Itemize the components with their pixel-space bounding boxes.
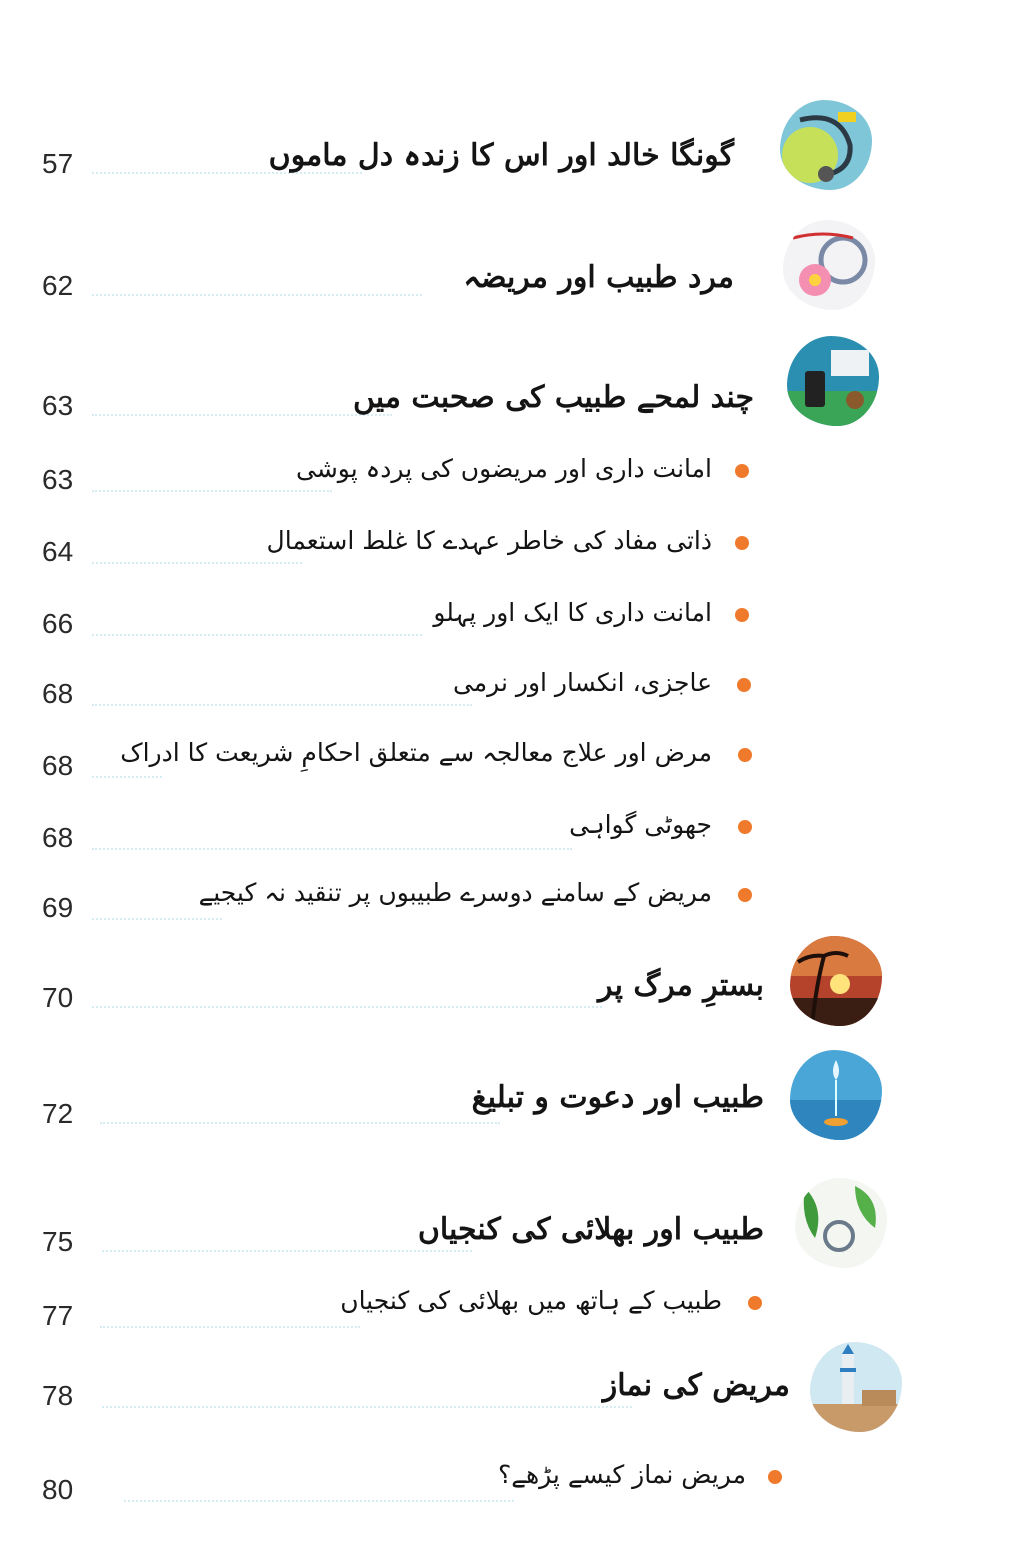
entry-title: امانت داری اور مریضوں کی پردہ پوشی — [296, 454, 712, 483]
page-number: 70 — [42, 982, 74, 1013]
entry-title: مرض اور علاج معالجہ سے متعلق احکامِ شریعت کا ادراک — [120, 738, 712, 767]
bullet-icon — [738, 748, 752, 762]
bullet-icon — [737, 678, 751, 692]
dotted-leader — [92, 848, 572, 850]
page-number: 68 — [42, 750, 74, 781]
page-number: 68 — [42, 678, 74, 709]
bullet-icon — [735, 536, 749, 550]
entry-title: طبیب کے ہاتھ میں بھلائی کی کنجیاں — [340, 1286, 722, 1315]
dotted-leader — [100, 1122, 500, 1124]
mosque-minaret-icon — [810, 1342, 902, 1432]
toc-entry[interactable] — [0, 1178, 1034, 1278]
toc-entry[interactable] — [0, 1342, 1034, 1442]
bullet-icon — [768, 1470, 782, 1484]
entry-title: گونگا خالد اور اس کا زندہ دل ماموں — [268, 138, 734, 173]
bullet-icon — [738, 888, 752, 902]
page-number: 75 — [42, 1226, 74, 1257]
dotted-leader — [92, 776, 162, 778]
toc-entry[interactable] — [0, 1458, 1034, 1558]
toc-entry[interactable] — [0, 220, 1034, 320]
page-number: 62 — [42, 270, 74, 301]
dotted-leader — [92, 704, 472, 706]
dotted-leader — [102, 1406, 632, 1408]
entry-title: مرد طبیب اور مریضہ — [463, 260, 734, 295]
water-drop-icon — [790, 1050, 882, 1140]
page-number: 57 — [42, 148, 74, 179]
page-number: 68 — [42, 822, 74, 853]
page-number: 72 — [42, 1098, 74, 1129]
leaves-stethoscope-icon — [795, 1178, 887, 1268]
entry-title: جھوٹی گواہی — [569, 810, 712, 839]
entry-title: بسترِ مرگ پر — [598, 968, 764, 1003]
page-number: 80 — [42, 1474, 74, 1505]
toc-entry[interactable] — [0, 936, 1034, 1036]
page-number: 63 — [42, 464, 74, 495]
dotted-leader — [100, 1326, 360, 1328]
entry-title: مریض کی نماز — [602, 1368, 790, 1403]
dotted-leader — [92, 490, 332, 492]
toc-entry[interactable] — [0, 100, 1034, 200]
dotted-leader — [92, 634, 422, 636]
bullet-icon — [735, 464, 749, 478]
entry-title: مریض نماز کیسے پڑھے؟ — [498, 1460, 746, 1489]
toc-entry[interactable] — [0, 336, 1034, 436]
entry-title: مریض کے سامنے دوسرے طبیبوں پر تنقید نہ کیجیے — [198, 878, 712, 907]
dotted-leader — [92, 918, 222, 920]
page-number: 66 — [42, 608, 74, 639]
entry-title: ذاتی مفاد کی خاطر عہدے کا غلط استعمال — [266, 526, 712, 555]
entry-title: چند لمحے طبیب کی صحبت میں — [352, 380, 754, 415]
stethoscope-icon — [780, 100, 872, 190]
entry-title: امانت داری کا ایک اور پہلو — [433, 598, 712, 627]
dotted-leader — [102, 1250, 472, 1252]
medical-tools-icon — [787, 336, 879, 426]
page-number: 77 — [42, 1300, 74, 1331]
dotted-leader — [92, 414, 392, 416]
sunset-palm-icon — [790, 936, 882, 1026]
toc-entry[interactable] — [0, 1050, 1034, 1150]
dotted-leader — [92, 294, 422, 296]
page-number: 78 — [42, 1380, 74, 1411]
dotted-leader — [124, 1500, 514, 1502]
stethoscope-flower-icon — [783, 220, 875, 310]
bullet-icon — [738, 820, 752, 834]
page-number: 64 — [42, 536, 74, 567]
bullet-icon — [748, 1296, 762, 1310]
dotted-leader — [92, 562, 302, 564]
entry-title: طبیب اور دعوت و تبلیغ — [471, 1080, 764, 1115]
dotted-leader — [92, 1006, 602, 1008]
entry-title: طبیب اور بھلائی کی کنجیاں — [417, 1212, 764, 1247]
entry-title: عاجزی، انکسار اور نرمی — [452, 668, 712, 697]
page-number: 69 — [42, 892, 74, 923]
page-number: 63 — [42, 390, 74, 421]
bullet-icon — [735, 608, 749, 622]
